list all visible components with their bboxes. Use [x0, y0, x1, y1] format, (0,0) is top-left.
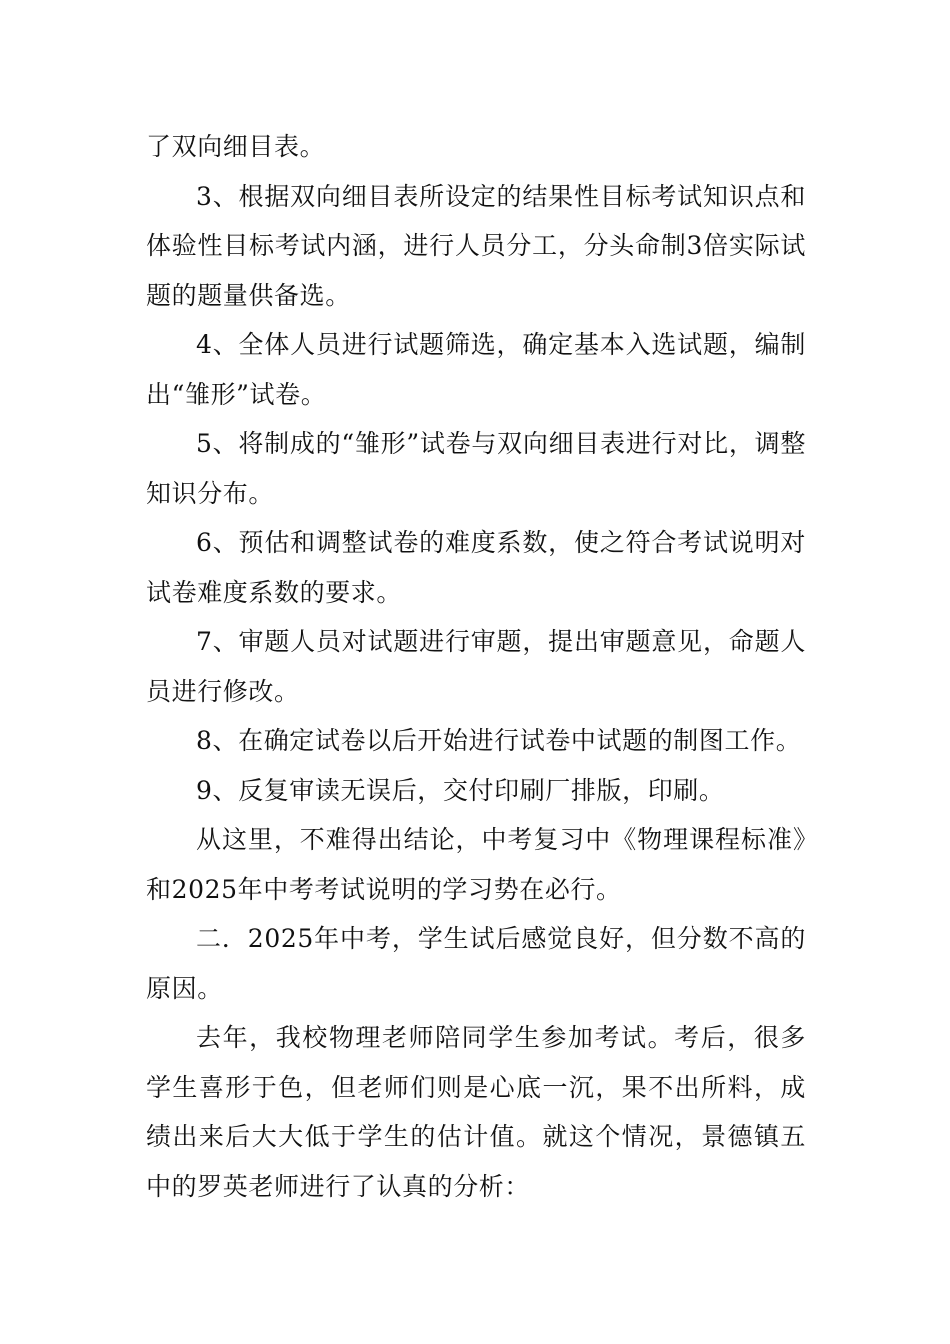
- paragraph-analysis: 去年，我校物理老师陪同学生参加考试。考后，很多学生喜形于色，但老师们则是心底一沉，果不出所料，成绩出来后大大低于学生的估计值。就这个情况，景德镇五中的罗英老师进行了认真的分析：: [146, 1023, 806, 1201]
- paragraph-step-8: 8、在确定试卷以后开始进行试卷中试题的制图工作。: [196, 726, 802, 755]
- section-heading-two: 二．2025年中考，学生试后感觉良好，但分数不高的原因。: [146, 924, 806, 1003]
- paragraph-step-4: 4、全体人员进行试题筛选，确定基本入选试题，编制出“雏形”试卷。: [146, 330, 806, 409]
- paragraph-conclusion: 从这里，不难得出结论，中考复习中《物理课程标准》和2025年中考考试说明的学习势在必行。: [146, 825, 806, 904]
- paragraph-step-9: 9、反复审读无误后，交付印刷厂排版，印刷。: [196, 775, 725, 805]
- paragraph-step-3: 3、根据双向细目表所设定的结果性目标考试知识点和体验性目标考试内涵，进行人员分工，分头命制3倍实际试题的题量供备选。: [146, 181, 806, 310]
- paragraph-step-6: 6、预估和调整试卷的难度系数，使之符合考试说明对试卷难度系数的要求。: [146, 528, 806, 607]
- paragraph-continuation: 了双向细目表。: [146, 132, 326, 161]
- paragraph-step-5: 5、将制成的“雏形”试卷与双向细目表进行对比，调整知识分布。: [146, 429, 806, 508]
- paragraph-step-7: 7、审题人员对试题进行审题，提出审题意见，命题人员进行修改。: [146, 627, 806, 706]
- document-body: [146, 122, 806, 1211]
